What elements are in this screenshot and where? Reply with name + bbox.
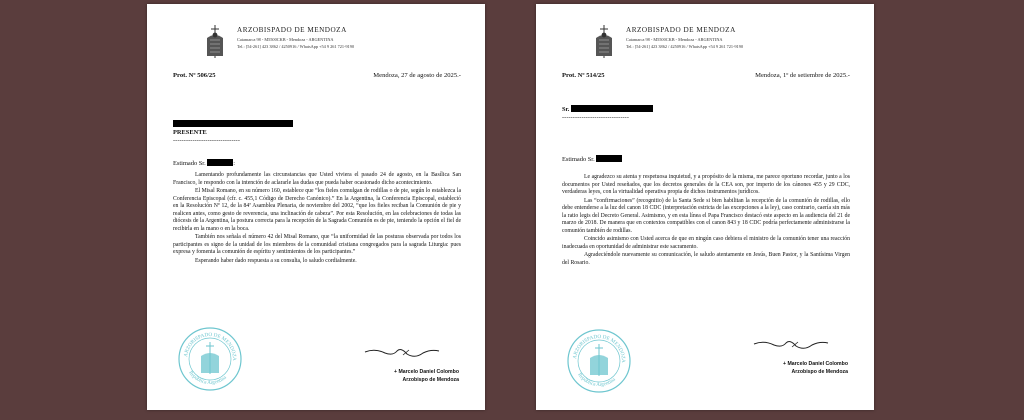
signer-name: + Marcelo Daniel Colombo — [782, 361, 848, 367]
archdiocese-crest-icon — [590, 24, 618, 60]
signer-name: + Marcelo Daniel Colombo — [393, 369, 459, 375]
org-phone: Tel.: [54-261] 423 3862 / 4250916 / WhatsApp +54 9 261 721-9190 — [237, 44, 355, 49]
signer-block — [783, 360, 848, 376]
org-address: Catamarca 98 - M5500CKB - Mendoza - ARGENTINA — [626, 37, 723, 42]
body-paragraph: Le agradezco su atenta y respetuosa inquietud, y a propósito de la misma, me parece oportuno recordar, junto a los documentos por Usted reseñados, que los decretos generales de la CEA son, por imperio de los cánones 455 y 29 CDC, verdaderas leyes, con la virtualidad operativa propia de dichos instrumentos jurídicos. — [562, 174, 850, 195]
archdiocese-crest-icon — [201, 24, 229, 60]
signature-mark — [363, 346, 441, 362]
signer-block — [394, 368, 459, 384]
redaction-bar — [596, 155, 622, 162]
body-paragraph: Lamentando profundamente las circunstancias que Usted viviera el pasado 24 de agosto, en la Basílica San Francisco, le respondo con la intención de aclararle las dudas que pueda haber ocasionado dicho acontecimiento. — [173, 172, 461, 186]
signer-role: Arzobispo de Mendoza — [791, 369, 848, 375]
greeting-text: Estimado Sr. — [173, 160, 206, 167]
letter-page-2 — [536, 4, 874, 410]
archdiocese-seal-icon — [566, 328, 632, 394]
greeting-text: Estimado Sr. — [562, 156, 595, 163]
signer-role: Arzobispo de Mendoza — [402, 377, 459, 383]
letterhead — [201, 24, 471, 60]
letter-date: Mendoza, 1º de setiembre de 2025.- — [755, 72, 850, 79]
body-paragraph: También nos señala el número 42 del Misal Romano, que “la uniformidad de las posturas observada por todos los participantes es signo de la unidad de los miembros de la comunidad cristiana congregados para la sagrada Liturgia: pues expresa y fomenta la comunión de espíritu y sentimientos de los participantes.” — [173, 234, 461, 255]
letter-body — [173, 172, 461, 266]
body-paragraph: Agradeciéndole nuevamente su comunicación, le saludo atentamente en Jesús, Buen Pastor, y la Santísima Virgen del Rosario. — [562, 252, 850, 266]
separator-dashes: ------------------------------- — [562, 114, 629, 121]
redacted-recipient-name — [173, 120, 293, 128]
redaction-bar — [207, 159, 233, 166]
org-name: ARZOBISPADO DE MENDOZA — [626, 26, 736, 34]
seal-text-bottom: República Argentina — [576, 372, 617, 389]
seal-text-bottom: República Argentina — [187, 370, 228, 387]
signature-mark — [752, 338, 830, 354]
body-paragraph: Esperando haber dado respuesta a su consulta, lo saludo cordialmente. — [195, 257, 357, 264]
greeting: Estimado Sr. : — [173, 160, 236, 167]
archdiocese-seal-icon — [177, 326, 243, 392]
protocol-number: Prot. Nº 506/25 — [173, 72, 216, 79]
body-paragraph: Las “confirmaciones” (recognitio) de la Santa Sede si bien habilitan la recepción de la comunión de rodillas, ello debe entenderse a la luz del canon 18 CDC (interpretación estricta de las excepciones a la ley), caso contrario, caería sin más la ratio legis del Decreto General. Asimismo, y en esta línea el Papa Francisco destacó este aspecto en la audiencia del 21 de marzo de 2018. De manera que en contextos compatibles con el canon 843 y 18 CDC podría perfectamente administrarse la comunión también de rodillas. — [562, 197, 850, 234]
org-phone: Tel.: [54-261] 423 3862 / 4250916 / WhatsApp +54 9 261 721-9190 — [626, 44, 744, 49]
body-paragraph: El Misal Romano, en su número 160, establece que “los fieles comulgan de rodillas o de pie, según lo establezca la Conferencia Episcopal (cfr. c. 455,1 Código de Derecho Canónico).” En la Argentina, la Conferencia Episcopal, estableció en la Resolución Nº 12, de la 84ª Asamblea Plenaria, de noviembre del 2002, “que los fieles reciban la Comunión de pie y realicen antes, como gesto de reverencia, una inclinación de cabeza”. Por esta Resolución, en las celebraciones de todas las diócesis de la Argentina, la postura correcta para la recepción de la Sagrada Comunión es de pie, teniendo la opción el fiel de recibirla en la mano o en la boca. — [173, 188, 461, 232]
redaction-bar — [173, 120, 293, 127]
separator-dashes: ------------------------------- — [173, 137, 240, 144]
protocol-number: Prot. Nº 514/25 — [562, 72, 605, 79]
letter-body — [562, 174, 850, 268]
seal-text-top: ARZOBISPADO DE MENDOZA — [572, 333, 627, 363]
letterhead — [590, 24, 860, 60]
org-address: Catamarca 98 - M5500CKB - Mendoza - ARGENTINA — [237, 37, 334, 42]
letter-date: Mendoza, 27 de agosto de 2025.- — [373, 72, 461, 79]
redaction-bar — [571, 105, 653, 112]
body-paragraph: Coincido asimismo con Usted acerca de que en ningún caso debiera el ministro de la comunión tener una reacción inadecuada en oportunidad de administrar este sacramento. — [562, 236, 850, 250]
org-name: ARZOBISPADO DE MENDOZA — [237, 26, 347, 34]
recipient-title: Sr. — [562, 106, 570, 113]
letter-page-1 — [147, 4, 485, 410]
recipient-line — [562, 105, 653, 113]
seal-text-top: ARZOBISPADO DE MENDOZA — [183, 331, 238, 361]
greeting — [562, 155, 622, 163]
recipient-title: PRESENTE — [173, 129, 207, 136]
